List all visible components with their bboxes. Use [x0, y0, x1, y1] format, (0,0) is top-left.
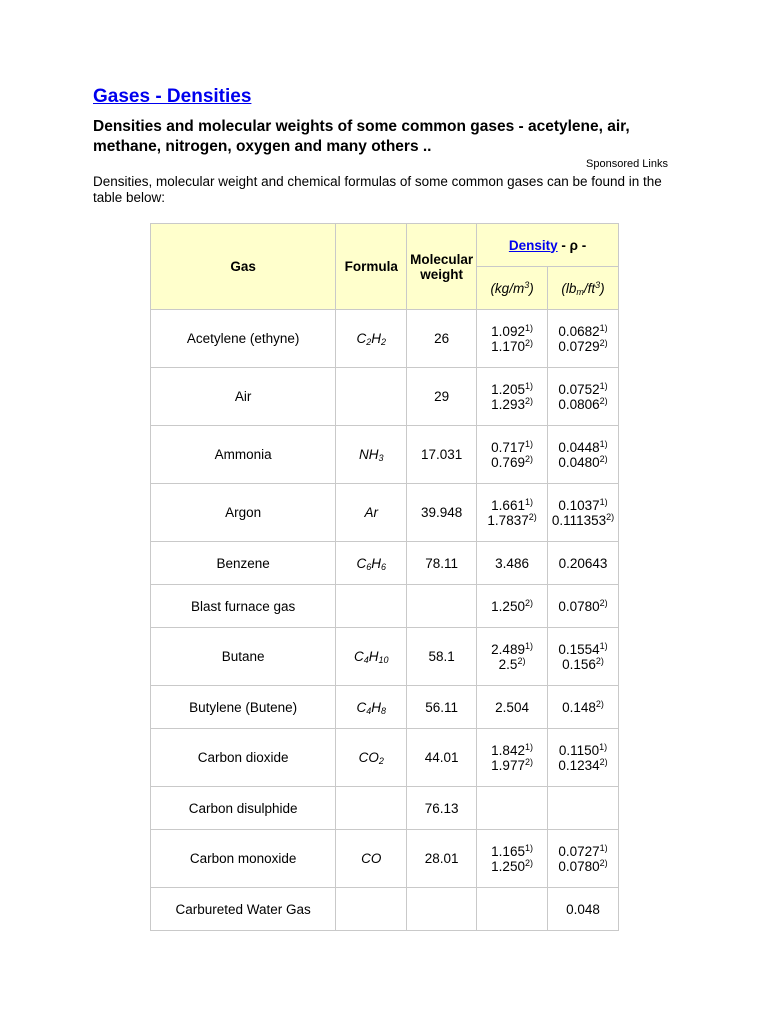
table-body — [151, 310, 619, 931]
density-lb-ft3-cell — [548, 686, 619, 729]
formula-subscript: 6 — [380, 561, 386, 572]
footnote-marker: 1) — [524, 380, 533, 391]
density-value — [562, 700, 604, 715]
header-unit-kg-m3 — [477, 267, 548, 310]
molecular-weight-cell: 56.11 — [407, 686, 477, 729]
density-lb-ft3-cell — [548, 787, 619, 830]
density-value — [491, 642, 533, 657]
gas-density-table — [150, 223, 619, 931]
density-value — [558, 642, 607, 657]
formula-subscript: 10 — [378, 655, 389, 665]
density-lb-ft3-cell — [548, 368, 619, 426]
gas-name-cell: Carbon dioxide — [151, 729, 336, 787]
table-row — [151, 686, 619, 729]
footnote-marker: 2) — [599, 756, 608, 767]
formula-element: CO — [358, 750, 379, 765]
formula-cell — [336, 830, 407, 888]
density-value — [558, 455, 607, 470]
density-number: 0.111353 — [551, 512, 607, 528]
footnote-marker: 1) — [599, 438, 608, 449]
formula-subscript: 6 — [366, 561, 372, 572]
gas-name-cell: Carbon disulphide — [151, 787, 336, 830]
density-number: 1.092 — [491, 323, 525, 339]
density-value — [495, 556, 529, 571]
density-kg-m3-cell — [477, 787, 548, 830]
gas-name-cell: Blast furnace gas — [151, 585, 336, 628]
formula-element: C — [356, 555, 367, 571]
footnote-marker: 2) — [528, 511, 537, 522]
footnote-marker: 2) — [517, 655, 526, 666]
molecular-weight-cell — [407, 585, 477, 628]
density-kg-m3-cell — [477, 426, 548, 484]
table-row — [151, 729, 619, 787]
density-kg-m3-cell — [477, 310, 548, 368]
density-number: 0.1037 — [558, 497, 600, 513]
footnote-marker: 2) — [524, 857, 533, 868]
density-number: 0.0729 — [558, 338, 600, 354]
density-kg-m3-cell — [477, 484, 548, 542]
footnote-marker: 2) — [606, 511, 615, 522]
gas-name-cell: Carbureted Water Gas — [151, 888, 336, 931]
density-lb-ft3-cell — [548, 310, 619, 368]
page-title[interactable]: Gases - Densities — [93, 86, 252, 107]
density-value — [552, 513, 614, 528]
density-number: 0.769 — [491, 454, 525, 470]
gas-name-cell: Carbon monoxide — [151, 830, 336, 888]
footnote-marker: 1) — [599, 842, 608, 853]
formula-subscript: 4 — [363, 655, 369, 665]
density-lb-ft3-cell — [548, 585, 619, 628]
table-row — [151, 888, 619, 931]
density-value — [491, 440, 533, 455]
header-formula: Formula — [336, 224, 407, 310]
formula-subscript: 4 — [366, 705, 372, 716]
density-value — [491, 339, 533, 354]
footnote-marker: 2) — [524, 337, 533, 348]
density-value — [491, 324, 533, 339]
formula-cell — [336, 628, 407, 686]
density-value — [558, 397, 607, 412]
formula-element: C — [353, 649, 364, 664]
molecular-weight-cell: 26 — [407, 310, 477, 368]
table-row — [151, 426, 619, 484]
unit-lb-end: ) — [600, 280, 605, 296]
footnote-marker: 1) — [599, 741, 608, 752]
unit-lb-base: (lb — [561, 280, 577, 296]
header-unit-lb-ft3 — [548, 267, 619, 310]
footnote-marker: 2) — [599, 857, 608, 868]
density-lb-ft3-cell — [548, 542, 619, 585]
density-number: 0.1554 — [558, 641, 600, 657]
formula-element: NH — [358, 447, 379, 462]
density-value — [491, 498, 533, 513]
density-value — [491, 599, 533, 614]
density-number: 1.165 — [491, 843, 525, 859]
density-value — [558, 440, 607, 455]
density-value — [495, 700, 529, 715]
header-density — [477, 224, 619, 267]
density-number: 1.7837 — [487, 512, 529, 528]
table-row — [151, 368, 619, 426]
molecular-weight-cell: 78.11 — [407, 542, 477, 585]
density-value — [491, 859, 533, 874]
density-number: 0.148 — [562, 699, 596, 715]
footnote-marker: 1) — [599, 380, 608, 391]
density-number: 1.842 — [491, 742, 525, 758]
density-number: 0.1234 — [558, 757, 600, 773]
footnote-marker: 2) — [524, 756, 533, 767]
unit-lb-sup: 3 — [595, 279, 601, 290]
footnote-marker: 2) — [599, 337, 608, 348]
density-number: 0.0727 — [558, 843, 600, 859]
density-value — [491, 382, 533, 397]
density-link[interactable]: Density — [508, 237, 558, 253]
density-number: 0.0682 — [558, 323, 600, 339]
formula-cell — [336, 686, 407, 729]
gas-name-cell: Butane — [151, 628, 336, 686]
molecular-weight-cell: 44.01 — [407, 729, 477, 787]
footnote-marker: 1) — [524, 842, 533, 853]
footnote-marker: 2) — [524, 597, 533, 608]
footnote-marker: 1) — [524, 438, 533, 449]
density-lb-ft3-cell — [548, 628, 619, 686]
density-value — [559, 556, 608, 571]
unit-lb-sub: m — [576, 286, 584, 297]
density-number: 2.5 — [498, 656, 518, 672]
table-row — [151, 310, 619, 368]
density-number: 3.486 — [495, 555, 529, 571]
header-mw-line2: weight — [420, 266, 464, 282]
density-lb-ft3-cell — [548, 888, 619, 931]
formula-subscript: 2 — [366, 337, 372, 347]
density-lb-ft3-cell — [548, 729, 619, 787]
density-kg-m3-cell — [477, 542, 548, 585]
molecular-weight-cell: 76.13 — [407, 787, 477, 830]
formula-cell — [336, 310, 407, 368]
formula-cell — [336, 542, 407, 585]
header-mw-line1: Molecular — [410, 251, 474, 267]
density-number: 0.156 — [562, 656, 596, 672]
molecular-weight-cell — [407, 888, 477, 931]
footnote-marker: 2) — [595, 655, 604, 666]
formula-cell — [336, 585, 407, 628]
header-molecular-weight — [407, 224, 477, 310]
footnote-marker: 1) — [599, 322, 608, 333]
density-number: 1.661 — [491, 497, 525, 513]
sponsored-links-label: Sponsored Links — [586, 158, 668, 170]
density-kg-m3-cell — [477, 585, 548, 628]
density-value — [558, 324, 607, 339]
formula-subscript: 8 — [380, 705, 386, 716]
density-number: 0.0806 — [558, 396, 600, 412]
density-number: 1.977 — [491, 757, 525, 773]
footnote-marker: 1) — [524, 322, 533, 333]
footnote-marker: 1) — [524, 640, 533, 651]
density-number: 0.0752 — [558, 381, 600, 397]
footnote-marker: 2) — [599, 453, 608, 464]
formula-element: H — [371, 331, 381, 346]
density-number: 1.170 — [491, 338, 525, 354]
density-value — [558, 599, 607, 614]
density-number: 0.20643 — [558, 555, 608, 571]
intro-paragraph: Densities, molecular weight and chemical formulas of some common gases can be found in the table below: — [93, 174, 662, 205]
formula-cell — [336, 484, 407, 542]
footnote-marker: 1) — [524, 741, 533, 752]
formula-subscript: 2 — [380, 337, 386, 347]
table-row — [151, 830, 619, 888]
footnote-marker: 2) — [524, 395, 533, 406]
formula-element: Ar — [364, 505, 378, 520]
density-number: 0.0480 — [558, 454, 600, 470]
density-value — [558, 859, 607, 874]
formula-cell — [336, 368, 407, 426]
density-number: 0.0448 — [558, 439, 600, 455]
formula-element: H — [368, 649, 379, 664]
formula-element: CO — [361, 851, 382, 866]
unit-lb-mid: /ft — [583, 280, 596, 296]
density-value — [499, 657, 526, 672]
density-kg-m3-cell — [477, 628, 548, 686]
molecular-weight-cell: 58.1 — [407, 628, 477, 686]
density-value — [558, 339, 607, 354]
density-value — [558, 498, 607, 513]
formula-element: H — [371, 555, 381, 571]
formula-cell — [336, 426, 407, 484]
gas-name-cell: Butylene (Butene) — [151, 686, 336, 729]
density-number: 2.489 — [491, 641, 525, 657]
footnote-marker: 1) — [599, 640, 608, 651]
formula-element: C — [356, 331, 367, 346]
density-number: 0.048 — [566, 901, 600, 917]
density-value — [566, 902, 600, 917]
density-lb-ft3-cell — [548, 426, 619, 484]
page-subtitle: Densities and molecular weights of some common gases - acetylene, air, methane, nitrogen, oxygen and many others .. — [93, 118, 630, 155]
table-row — [151, 585, 619, 628]
density-value — [558, 382, 607, 397]
header-row-1 — [151, 224, 619, 267]
density-kg-m3-cell — [477, 830, 548, 888]
gas-name-cell: Air — [151, 368, 336, 426]
density-number: 0.1150 — [558, 742, 600, 758]
formula-element: C — [356, 699, 367, 715]
density-kg-m3-cell — [477, 729, 548, 787]
density-number: 0.0780 — [558, 858, 600, 874]
footnote-marker: 1) — [524, 496, 533, 507]
density-kg-m3-cell — [477, 368, 548, 426]
formula-subscript: 3 — [378, 453, 384, 463]
table-row — [151, 484, 619, 542]
gas-name-cell: Ammonia — [151, 426, 336, 484]
unit-kg-end: ) — [529, 280, 534, 296]
gas-name-cell: Benzene — [151, 542, 336, 585]
density-lb-ft3-cell — [548, 830, 619, 888]
density-value — [491, 844, 533, 859]
density-value — [558, 844, 607, 859]
density-value — [491, 397, 533, 412]
gas-name-cell: Argon — [151, 484, 336, 542]
density-value — [562, 657, 604, 672]
table-row — [151, 787, 619, 830]
density-value — [558, 758, 607, 773]
formula-cell — [336, 888, 407, 931]
molecular-weight-cell: 29 — [407, 368, 477, 426]
density-kg-m3-cell — [477, 686, 548, 729]
footnote-marker: 2) — [524, 453, 533, 464]
footnote-marker: 1) — [599, 496, 608, 507]
formula-element: H — [371, 699, 381, 715]
molecular-weight-cell: 28.01 — [407, 830, 477, 888]
density-value — [491, 455, 533, 470]
footnote-marker: 2) — [595, 698, 604, 709]
unit-kg-base: (kg/m — [490, 280, 525, 296]
formula-subscript: 2 — [378, 756, 384, 766]
formula-cell — [336, 729, 407, 787]
header-gas: Gas — [151, 224, 336, 310]
density-value — [487, 513, 536, 528]
density-number: 1.250 — [491, 858, 525, 874]
density-number: 2.504 — [495, 699, 529, 715]
density-kg-m3-cell — [477, 888, 548, 931]
density-suffix: - ρ - — [557, 237, 587, 253]
table-row — [151, 542, 619, 585]
density-number: 1.250 — [491, 598, 525, 614]
density-number: 0.717 — [491, 439, 525, 455]
unit-kg-sup: 3 — [524, 279, 530, 290]
gas-name-cell: Acetylene (ethyne) — [151, 310, 336, 368]
molecular-weight-cell: 17.031 — [407, 426, 477, 484]
formula-cell — [336, 787, 407, 830]
table-row — [151, 628, 619, 686]
density-lb-ft3-cell — [548, 484, 619, 542]
density-value — [559, 743, 607, 758]
density-value — [491, 743, 533, 758]
density-number: 1.205 — [491, 381, 525, 397]
density-number: 1.293 — [491, 396, 525, 412]
footnote-marker: 2) — [599, 395, 608, 406]
molecular-weight-cell: 39.948 — [407, 484, 477, 542]
density-number: 0.0780 — [558, 598, 600, 614]
footnote-marker: 2) — [599, 597, 608, 608]
density-value — [491, 758, 533, 773]
